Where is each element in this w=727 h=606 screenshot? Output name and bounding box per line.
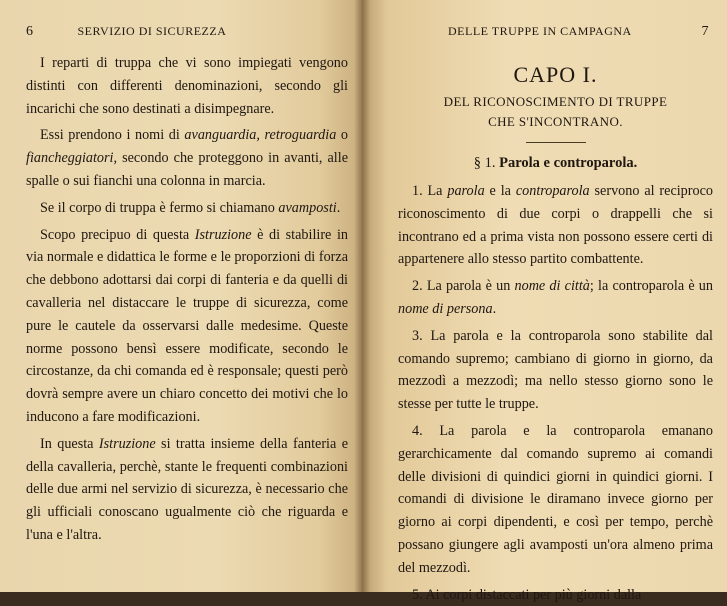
text-run: ; la controparola è un: [589, 278, 713, 295]
text-run: In questa: [40, 435, 99, 452]
text-run: servono al reciproco riconoscimento di due corpi o drappelli che si incontrano ed a prima vista non possono essere certi di appartenere allo stesso partito combattente.: [398, 183, 713, 268]
chapter-subtitle-line: DEL RICONOSCIMENTO DI TRUPPE: [443, 94, 668, 109]
running-head: DELLE TRUPPE IN CAMPAGNA: [448, 24, 632, 38]
running-head: SERVIZIO DI SICUREZZA: [77, 24, 227, 38]
italic-text: avamposti: [278, 199, 337, 216]
text-run: Essi prendono i nomi di: [40, 127, 185, 144]
text-run: si tratta insieme della fanteria e della cavalleria, perchè, stante le frequenti combinazioni delle due armi nel servizio di sicurezza, è necessario che gli ufficiali conoscano ugualmente ciò che riguarda e l'una e l'altra.: [26, 435, 348, 543]
chapter-subtitle: [398, 92, 713, 132]
italic-text: parola: [447, 183, 485, 199]
italic-text: fiancheggiatori: [26, 150, 114, 167]
right-page-header: [398, 24, 713, 46]
chapter-subtitle-line: CHE S'INCONTRANO.: [488, 114, 623, 129]
page-number: 7: [701, 24, 709, 39]
text-run: 5. Ai corpi distaccati per più giorni dalla: [412, 586, 642, 603]
italic-text: nome di città: [514, 278, 590, 295]
left-page: [0, 0, 362, 592]
text-run: , secondo che proteggono in avanti, alle spalle o sui fianchi una colonna in marcia.: [26, 150, 348, 189]
paragraph: [26, 224, 348, 429]
paragraph: [398, 275, 713, 321]
paragraph: [26, 52, 348, 120]
text-run: 2. La parola è un: [412, 278, 515, 295]
text-run: 3. La parola e la controparola sono stabilite dal comando supremo; cambiano di giorno in giorno, da mezzodì a mezzodì; ma nello stesso giorno sono le stesse per tutte le truppe.: [398, 327, 713, 413]
paragraph: [398, 325, 713, 416]
paragraph: [398, 420, 713, 580]
right-page-body: [398, 180, 713, 606]
text-run: .: [336, 199, 341, 216]
text-run: .: [492, 300, 497, 317]
italic-text: Istruzione: [194, 226, 252, 243]
text-run: Scopo precipuo di questa: [40, 226, 195, 243]
left-page-header: [26, 24, 348, 46]
text-run: e la: [484, 183, 516, 199]
paragraph: [26, 433, 348, 547]
italic-text: nome di persona: [398, 300, 493, 317]
section-sign: § 1.: [473, 155, 496, 171]
text-run: Se il corpo di truppa è fermo si chiamano: [40, 199, 279, 216]
page-number: 6: [26, 24, 34, 39]
section-title: Parola e controparola.: [499, 155, 638, 171]
italic-text: avanguardia, retroguardia: [184, 127, 337, 144]
paragraph: [26, 124, 348, 192]
text-run: I reparti di truppa che vi sono impiegati vengono distinti con differenti denominazioni, secondo gli incarichi che sono destinati a disimpegnare.: [26, 55, 348, 117]
text-run: o: [336, 127, 348, 144]
book-gutter: [354, 0, 370, 592]
italic-text: Istruzione: [98, 435, 156, 452]
italic-text: controparola: [515, 183, 590, 199]
text-run: 1. La: [412, 183, 448, 199]
section-heading: [398, 155, 713, 172]
right-page: [362, 0, 727, 603]
text-run: è di stabilire in via normale e didattica le forme e le proporzioni di forza che debbono adottarsi dai corpi di fanteria e da quelli di cavalleria nel distaccare le truppe di sicurezza, come pure le cautele da osservarsi dalle medesime. Queste norme possono bensì essere modificate, secondo le circostanze, da chi comanda ed è responsale; questi però dovrà sempre avere un chiaro concetto dei motivi che lo inducono a fare modificazioni.: [26, 226, 348, 425]
paragraph: [26, 197, 348, 220]
paragraph: [398, 584, 713, 606]
paragraph: [398, 180, 713, 271]
text-run: 4. La parola e la controparola emanano gerarchicamente dal comando supremo ai comandi delle divisioni di quindici giorni in quindici giorni. I comandi di divisione le diramano invece giorno per giorno ai corpi dipendenti, e così per tempo, perchè possano giungere agli avamposti un'ora almeno prima del mezzodì.: [398, 422, 713, 576]
chapter-title: CAPO I.: [513, 62, 598, 87]
divider: [526, 142, 586, 143]
left-page-body: [26, 52, 348, 547]
